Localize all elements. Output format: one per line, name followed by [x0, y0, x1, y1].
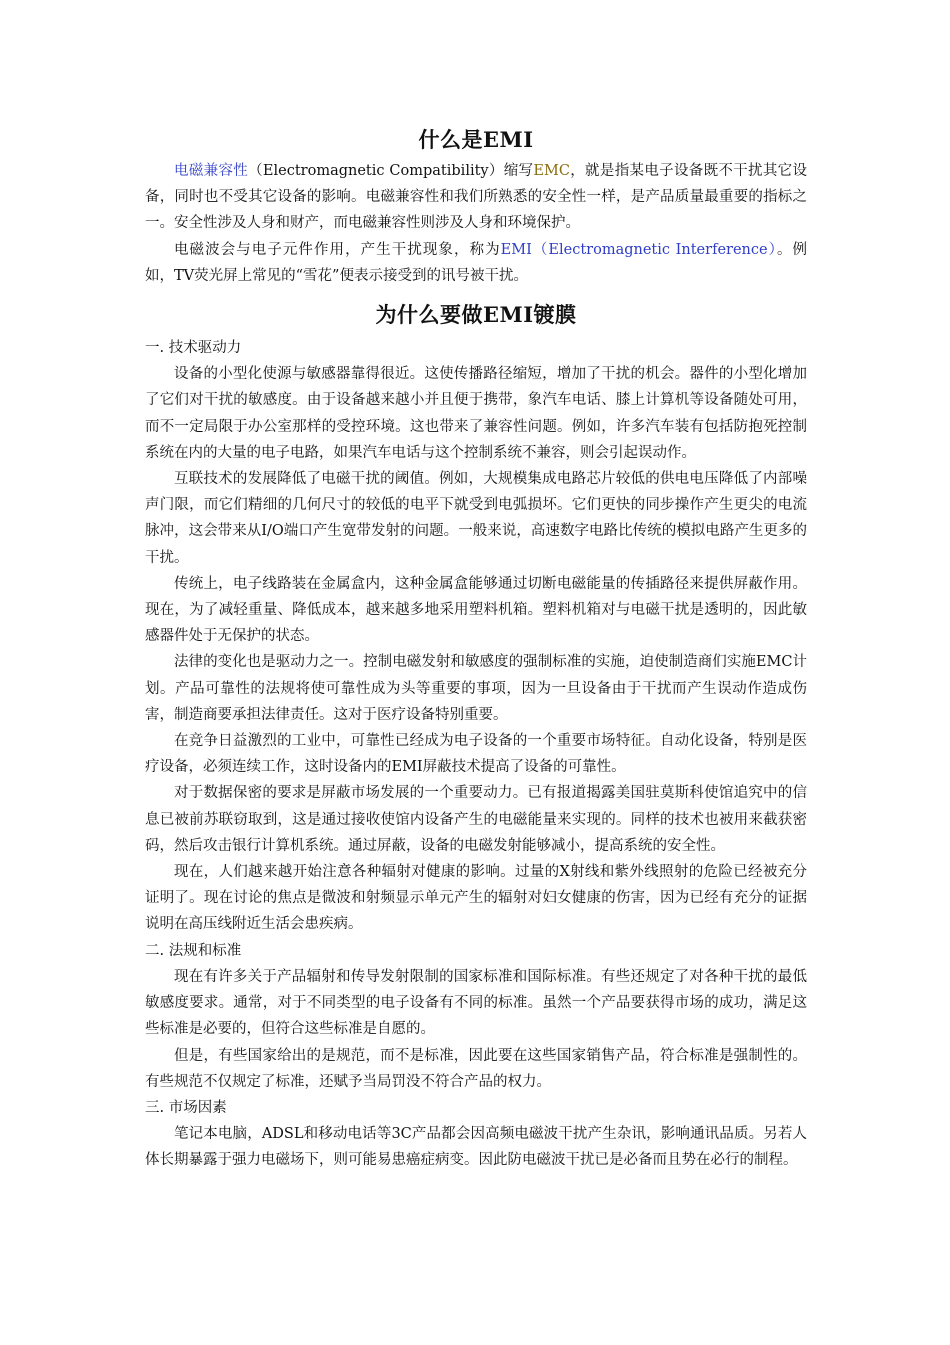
intro-paragraph-emi	[145, 237, 807, 289]
paragraph: 现在有许多关于产品辐射和传导发射限制的国家标准和国际标准。有些还规定了对各种干扰的最低敏感度要求。通常，对于不同类型的电子设备有不同的标准。虽然一个产品要获得市场的成功，满足这些标准是必要的，但符合这些标准是自愿的。	[145, 968, 807, 1038]
paragraph: 传统上，电子线路装在金属盒内，这种金属盒能够通过切断电磁能量的传插路径来提供屏蔽作用。现在，为了减轻重量、降低成本，越来越多地采用塑料机箱。塑料机箱对与电磁干扰是透明的，因此敏感器件处于无保护的状态。	[145, 575, 807, 645]
section-heading: 二. 法规和标准	[145, 942, 242, 959]
emi-link[interactable]: EMI（Electromagnetic Interference）	[500, 241, 777, 258]
intro-text: ，就是指某电子设备既不干扰其它设备，同时也不受其它设备的影响。电磁兼容性和我们所熟悉的安全性一样，是产品质量最重要的指标之一。安全性涉及人身和财产，而电磁兼容性则涉及人身和环境保护。	[145, 163, 808, 232]
intro-text: （Electromagnetic Compatibility）缩写	[248, 163, 534, 179]
paragraph: 在竞争日益激烈的工业中，可靠性已经成为电子设备的一个重要市场特征。自动化设备，特别是医疗设备，必须连续工作，这时设备内的EMI屏蔽技术提高了设备的可靠性。	[145, 733, 807, 776]
emc-term-link[interactable]: 电磁兼容性	[174, 163, 249, 179]
paragraph: 法律的变化也是驱动力之一。控制电磁发射和敏感度的强制标准的实施，迫使制造商们实施EMC计划。产品可靠性的法规将使可靠性成为头等重要的事项，因为一旦设备由于干扰而产生误动作造成伤害，制造商要承担法律责任。这对于医疗设备特别重要。	[145, 654, 807, 723]
emc-link[interactable]: EMC	[533, 163, 570, 179]
paragraph: 设备的小型化使源与敏感器靠得很近。这使传播路径缩短，增加了干扰的机会。器件的小型化增加了它们对干扰的敏感度。由于设备越来越小并且便于携带，象汽车电话、膝上计算机等设备随处可用，而不一定局限于办公室那样的受控环境。这也带来了兼容性问题。例如，许多汽车装有包括防抱死控制系统在内的大量的电子电路，如果汽车电话与这个控制系统不兼容，则会引起误动作。	[145, 366, 807, 461]
paragraph: 笔记本电脑，ADSL和移动电话等3C产品都会因高频电磁波干扰产生杂讯，影响通讯品质。另若人体长期暴露于强力电磁场下，则可能易患癌症病变。因此防电磁波干扰已是必备而且势在必行的制程。	[145, 1126, 807, 1169]
section-title: 为什么要做EMI镀膜	[375, 302, 577, 328]
paragraph: 对于数据保密的要求是屏蔽市场发展的一个重要动力。已有报道揭露美国驻莫斯科使馆追究中的信息已被前苏联窃取到，这是通过接收使馆内设备产生的电磁能量来实现的。同样的技术也被用来截获密码，然后攻击银行计算机系统。通过屏蔽，设备的电磁发射能够减小，提高系统的安全性。	[145, 785, 807, 854]
intro-text: 电磁波会与电子元件作用，产生干扰现象，称为	[174, 241, 501, 258]
intro-paragraph-emc	[145, 158, 807, 237]
paragraph: 但是，有些国家给出的是规范，而不是标准，因此要在这些国家销售产品，符合标准是强制性的。有些规范不仅规定了标准，还赋予当局罚没不符合产品的权力。	[145, 1047, 807, 1090]
intro-text: 。例如，TV荧光屏上常见的“雪花”便表示接受到的讯号被干扰。	[145, 241, 807, 284]
paragraph: 现在，人们越来越开始注意各种辐射对健康的影响。过量的X射线和紫外线照射的危险已经被充分证明了。现在讨论的焦点是微波和射频显示单元产生的辐射对妇女健康的伤害，因为已经有充分的证据说明在高压线附近生活会患疾病。	[145, 864, 807, 933]
page-title: 什么是EMI	[418, 127, 534, 152]
paragraph: 互联技术的发展降低了电磁干扰的阈值。例如，大规模集成电路芯片较低的供电电压降低了内部噪声门限，而它们精细的几何尺寸的较低的电平下就受到电弧损坏。它们更快的同步操作产生更尖的电流脉冲，这会带来从I/O端口产生宽带发射的问题。一般来说，高速数字电路比传统的模拟电路产生更多的干扰。	[145, 471, 807, 566]
document-page	[145, 122, 807, 1174]
section-heading: 一. 技术驱动力	[145, 340, 242, 357]
section-heading: 三. 市场因素	[145, 1099, 227, 1116]
